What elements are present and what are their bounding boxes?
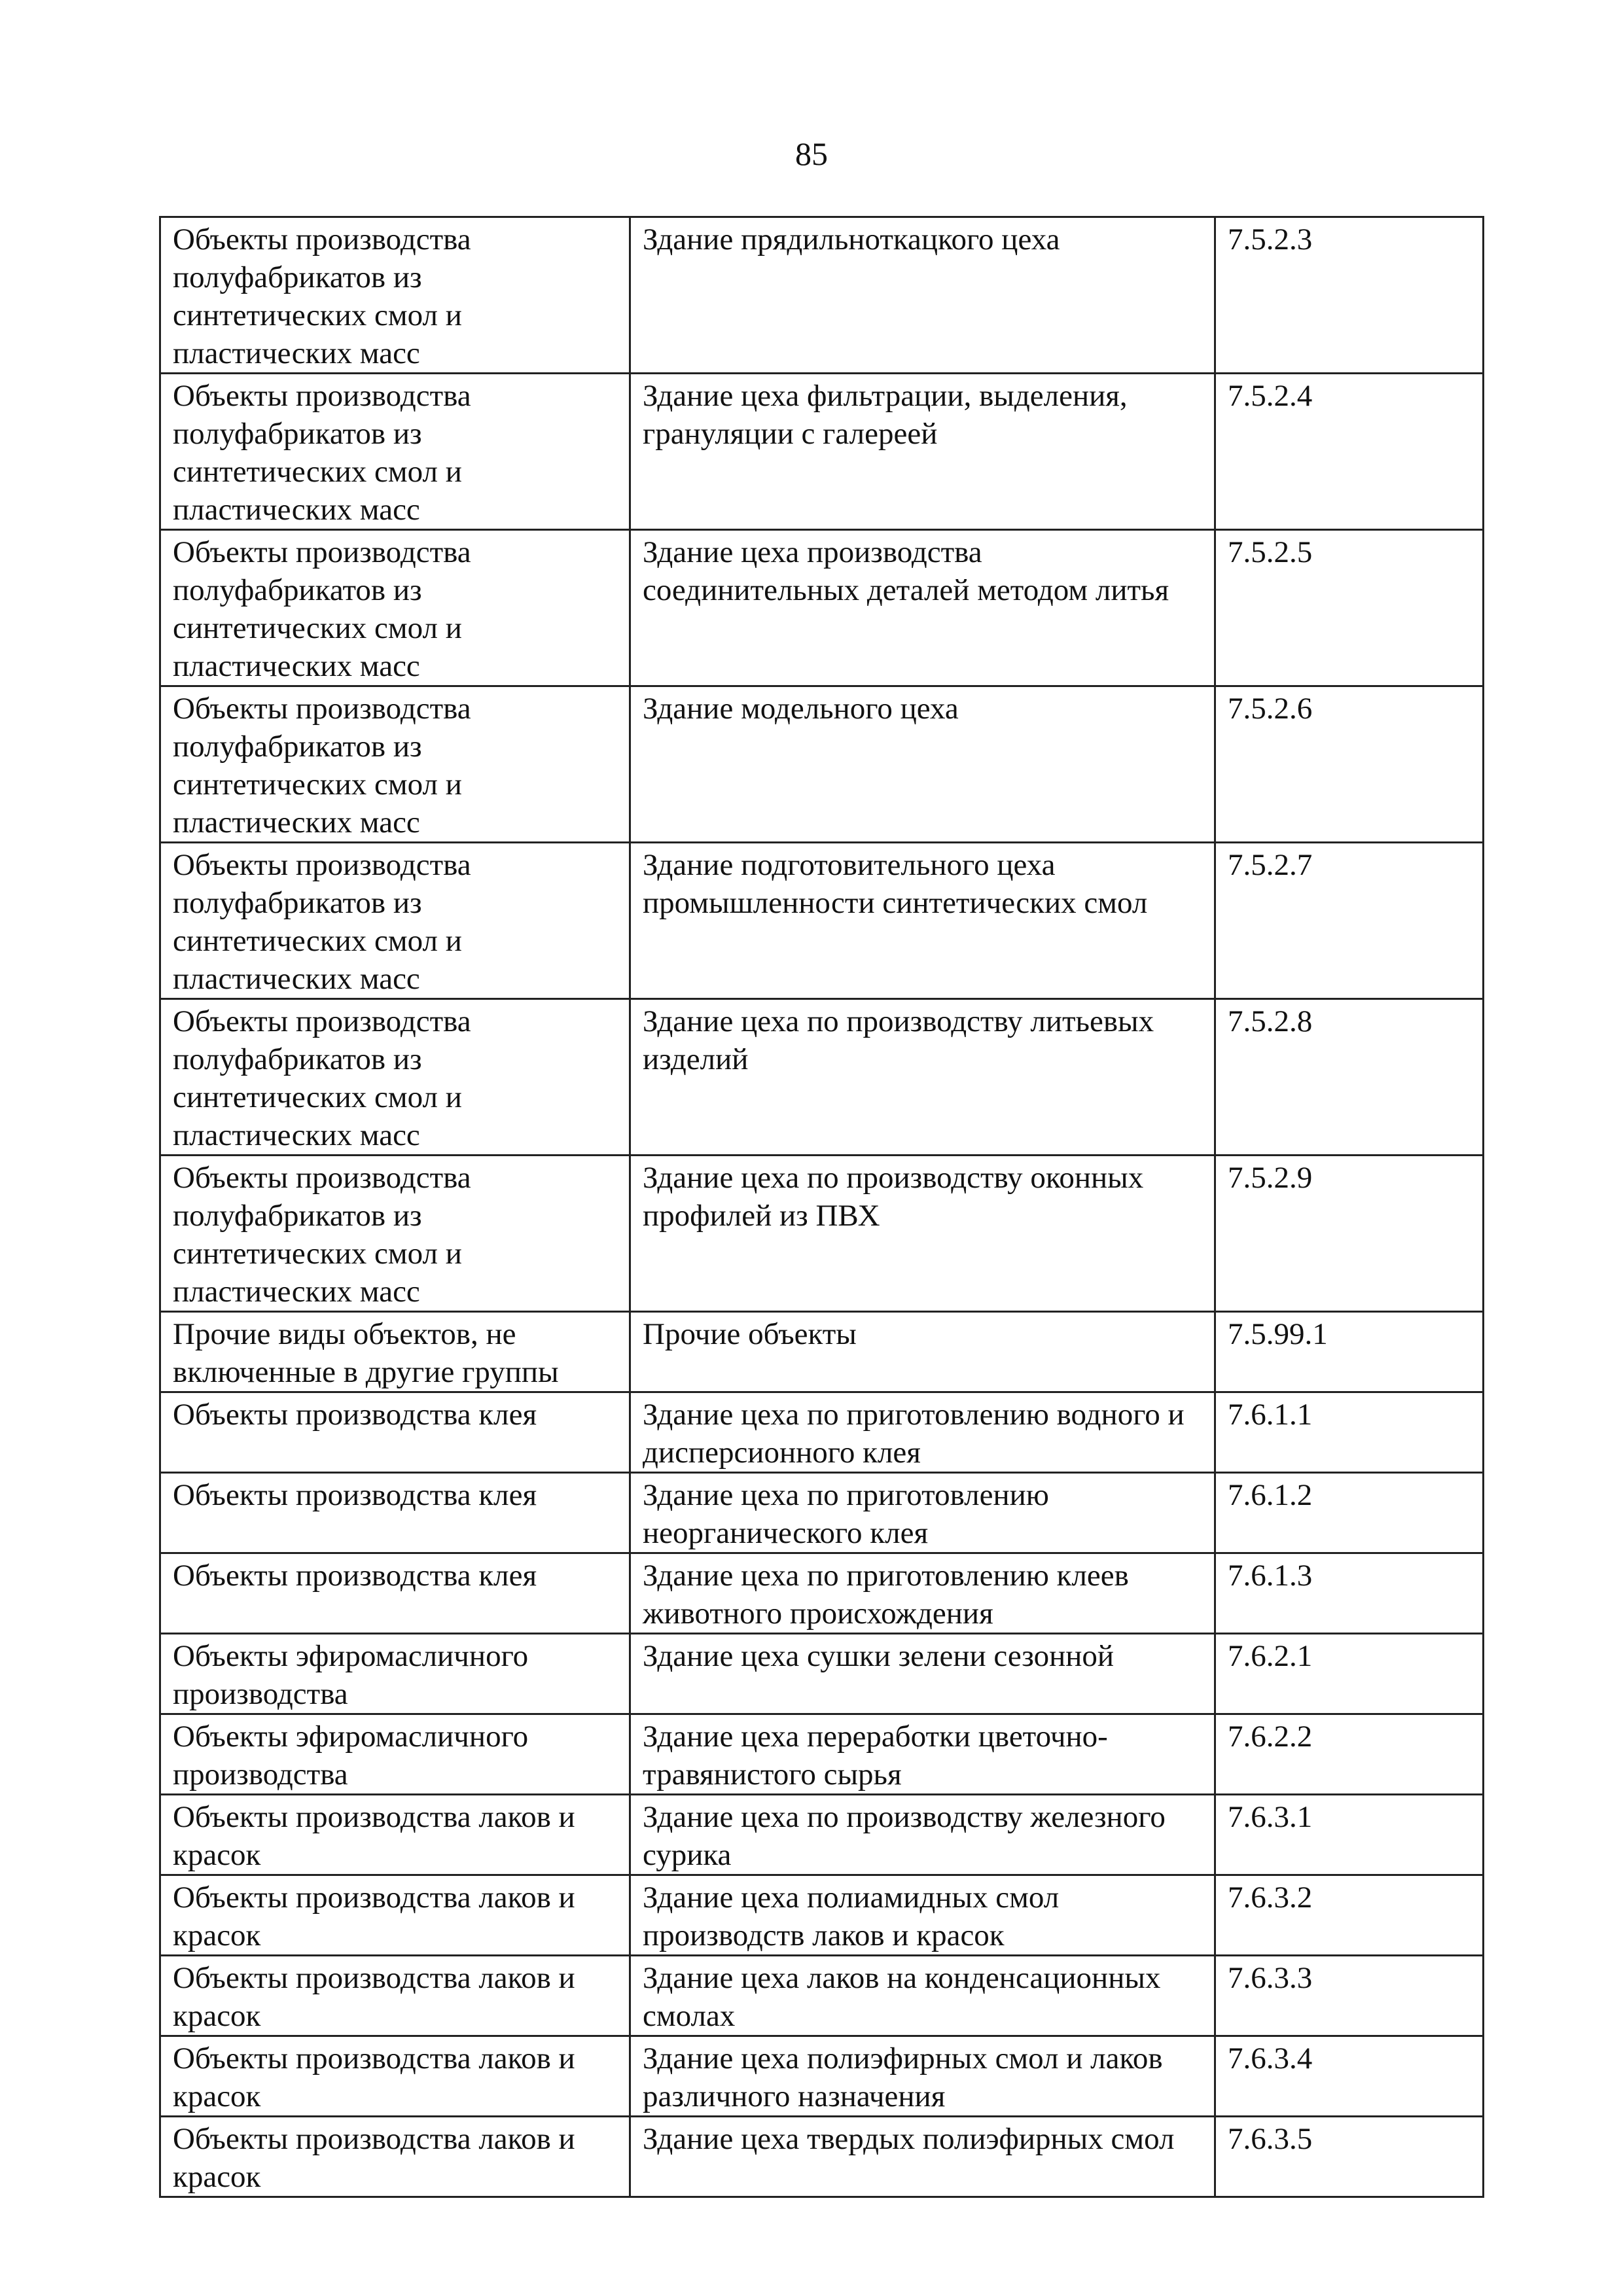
group-cell: Объекты производства лаков и красок — [160, 2036, 630, 2117]
group-cell: Объекты производства полуфабрикатов из синтетических смол и пластических масс — [160, 374, 630, 530]
table-row — [160, 217, 1484, 374]
code-cell: 7.6.1.3 — [1215, 1553, 1484, 1634]
building-cell: Здание цеха производства соединительных деталей методом литья — [630, 530, 1215, 686]
building-cell: Здание цеха полиэфирных смол и лаков различного назначения — [630, 2036, 1215, 2117]
group-cell: Объекты производства лаков и красок — [160, 1956, 630, 2036]
building-cell: Здание цеха по приготовлению неорганического клея — [630, 1473, 1215, 1553]
building-cell: Здание цеха твердых полиэфирных смол — [630, 2117, 1215, 2197]
table-row — [160, 1392, 1484, 1473]
table-row — [160, 999, 1484, 1156]
classification-table — [159, 216, 1484, 2198]
table-row — [160, 1875, 1484, 1956]
group-cell: Объекты производства лаков и красок — [160, 1875, 630, 1956]
code-cell: 7.6.3.4 — [1215, 2036, 1484, 2117]
code-cell: 7.5.2.4 — [1215, 374, 1484, 530]
code-cell: 7.5.2.3 — [1215, 217, 1484, 374]
building-cell: Здание цеха сушки зелени сезонной — [630, 1634, 1215, 1714]
group-cell: Прочие виды объектов, не включенные в другие группы — [160, 1312, 630, 1392]
building-cell: Здание цеха фильтрации, выделения, грануляции с галереей — [630, 374, 1215, 530]
code-cell: 7.5.99.1 — [1215, 1312, 1484, 1392]
code-cell: 7.6.1.1 — [1215, 1392, 1484, 1473]
group-cell: Объекты производства полуфабрикатов из синтетических смол и пластических масс — [160, 1156, 630, 1312]
code-cell: 7.5.2.6 — [1215, 686, 1484, 843]
code-cell: 7.6.3.5 — [1215, 2117, 1484, 2197]
code-cell: 7.5.2.5 — [1215, 530, 1484, 686]
table-row — [160, 374, 1484, 530]
code-cell: 7.5.2.8 — [1215, 999, 1484, 1156]
building-cell: Здание цеха по производству железного сурика — [630, 1795, 1215, 1875]
table-row — [160, 1312, 1484, 1392]
table-row — [160, 1714, 1484, 1795]
group-cell: Объекты производства клея — [160, 1553, 630, 1634]
table-row — [160, 1553, 1484, 1634]
code-cell: 7.6.1.2 — [1215, 1473, 1484, 1553]
building-cell: Здание цеха по приготовлению клеев животного происхождения — [630, 1553, 1215, 1634]
building-cell: Здание цеха по приготовлению водного и дисперсионного клея — [630, 1392, 1215, 1473]
building-cell: Здание прядильноткацкого цеха — [630, 217, 1215, 374]
table-row — [160, 2117, 1484, 2197]
building-cell: Здание цеха лаков на конденсационных смолах — [630, 1956, 1215, 2036]
page-number: 85 — [795, 135, 828, 172]
group-cell: Объекты производства полуфабрикатов из синтетических смол и пластических масс — [160, 530, 630, 686]
table-row — [160, 2036, 1484, 2117]
group-cell: Объекты производства клея — [160, 1392, 630, 1473]
code-cell: 7.6.3.1 — [1215, 1795, 1484, 1875]
building-cell: Здание цеха полиамидных смол производств лаков и красок — [630, 1875, 1215, 1956]
code-cell: 7.6.2.1 — [1215, 1634, 1484, 1714]
group-cell: Объекты производства лаков и красок — [160, 1795, 630, 1875]
building-cell: Здание цеха по производству литьевых изделий — [630, 999, 1215, 1156]
building-cell: Здание цеха по производству оконных профилей из ПВХ — [630, 1156, 1215, 1312]
table-row — [160, 1473, 1484, 1553]
building-cell: Здание цеха переработки цветочно-травянистого сырья — [630, 1714, 1215, 1795]
table-row — [160, 1634, 1484, 1714]
group-cell: Объекты производства полуфабрикатов из синтетических смол и пластических масс — [160, 217, 630, 374]
code-cell: 7.6.3.3 — [1215, 1956, 1484, 2036]
building-cell: Прочие объекты — [630, 1312, 1215, 1392]
group-cell: Объекты эфиромасличного производства — [160, 1634, 630, 1714]
code-cell: 7.6.2.2 — [1215, 1714, 1484, 1795]
group-cell: Объекты производства полуфабрикатов из синтетических смол и пластических масс — [160, 686, 630, 843]
table-row — [160, 530, 1484, 686]
table-row — [160, 1156, 1484, 1312]
group-cell: Объекты производства лаков и красок — [160, 2117, 630, 2197]
code-cell: 7.5.2.9 — [1215, 1156, 1484, 1312]
group-cell: Объекты производства клея — [160, 1473, 630, 1553]
table-row — [160, 1956, 1484, 2036]
table-row — [160, 843, 1484, 999]
code-cell: 7.6.3.2 — [1215, 1875, 1484, 1956]
group-cell: Объекты эфиромасличного производства — [160, 1714, 630, 1795]
building-cell: Здание модельного цеха — [630, 686, 1215, 843]
group-cell: Объекты производства полуфабрикатов из синтетических смол и пластических масс — [160, 999, 630, 1156]
table-row — [160, 686, 1484, 843]
building-cell: Здание подготовительного цеха промышленности синтетических смол — [630, 843, 1215, 999]
table-row — [160, 1795, 1484, 1875]
code-cell: 7.5.2.7 — [1215, 843, 1484, 999]
group-cell: Объекты производства полуфабрикатов из синтетических смол и пластических масс — [160, 843, 630, 999]
